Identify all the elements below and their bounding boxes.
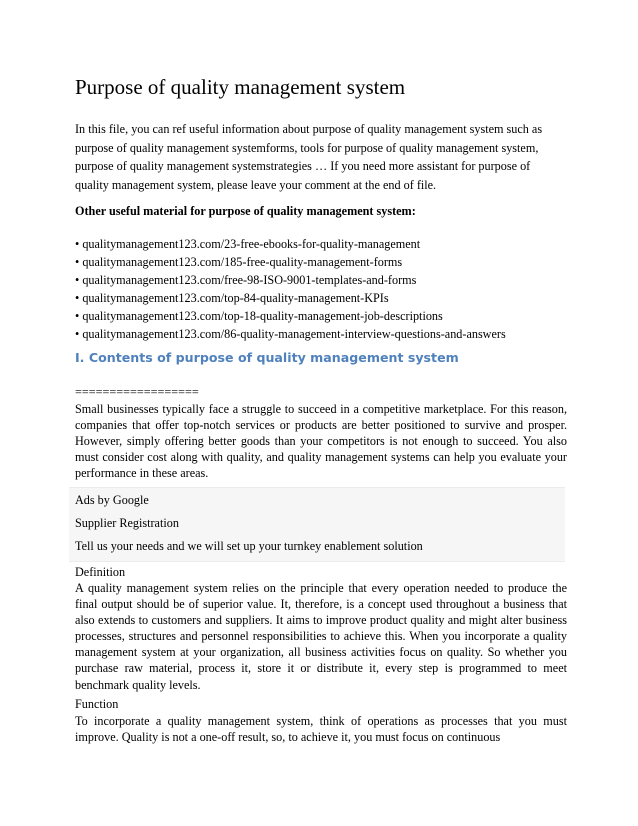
- ads-box: [69, 487, 565, 562]
- resource-link[interactable]: • qualitymanagement123.com/top-84-quality-management-KPIs: [75, 291, 389, 305]
- ad-link-text[interactable]: Tell us your needs and we will set up your turnkey enablement solution: [75, 539, 423, 553]
- page-title: Purpose of quality management system: [75, 75, 406, 99]
- resource-link[interactable]: • qualitymanagement123.com/23-free-ebooks-for-quality-management: [75, 237, 421, 251]
- function-paragraph: To incorporate a quality management system, think of operations as processes that you must improve. Quality is not a one-off result, so, to achieve it, you must focus on continuous: [75, 714, 567, 745]
- section-heading-contents: I. Contents of purpose of quality management system: [75, 350, 459, 365]
- ad-link-title[interactable]: Supplier Registration: [75, 516, 179, 530]
- other-material-heading: Other useful material for purpose of quality management system:: [75, 204, 416, 218]
- resource-links-list: [75, 235, 567, 343]
- separator-rule: ==================: [75, 385, 199, 399]
- ads-label[interactable]: Ads by Google: [75, 493, 149, 507]
- function-heading: Function: [75, 697, 119, 711]
- resource-link[interactable]: • qualitymanagement123.com/free-98-ISO-9001-templates-and-forms: [75, 273, 417, 287]
- resource-link[interactable]: • qualitymanagement123.com/86-quality-management-interview-questions-and-answers: [75, 327, 506, 341]
- resource-link[interactable]: • qualitymanagement123.com/185-free-quality-management-forms: [75, 255, 403, 269]
- resource-link[interactable]: • qualitymanagement123.com/top-18-quality-management-job-descriptions: [75, 309, 443, 323]
- definition-heading: Definition: [75, 565, 126, 579]
- definition-paragraph: A quality management system relies on the principle that every operation needed to produce the final output should be of superior value. It, therefore, is a concept used throughout a business that also extends to customers and suppliers. It aims to improve product quality and might alter business processes, structures and personnel responsibilities to achieve this. When you incorporate a quality management system at your organization, all business activities focus on quality. So whether you purchase raw material, process it, store it or distribute it, every step is programmed to meet benchmark quality levels.: [75, 581, 567, 692]
- small-business-paragraph: Small businesses typically face a struggle to succeed in a competitive marketplace. For this reason, companies that offer top-notch services or products are better positioned to survive and prosper. However, simply offering better goods than your competitors is not enough to succeed. You also must consider cost along with quality, and quality management systems can help you evaluate your performance in these areas.: [75, 402, 567, 481]
- intro-paragraph: In this file, you can ref useful information about purpose of quality management system such as purpose of quality management systemforms, tools for purpose of quality management system, purpose of quality management systemstrategies … If you need more assistant for purpose of quality management system, please leave your comment at the end of file.: [75, 122, 543, 192]
